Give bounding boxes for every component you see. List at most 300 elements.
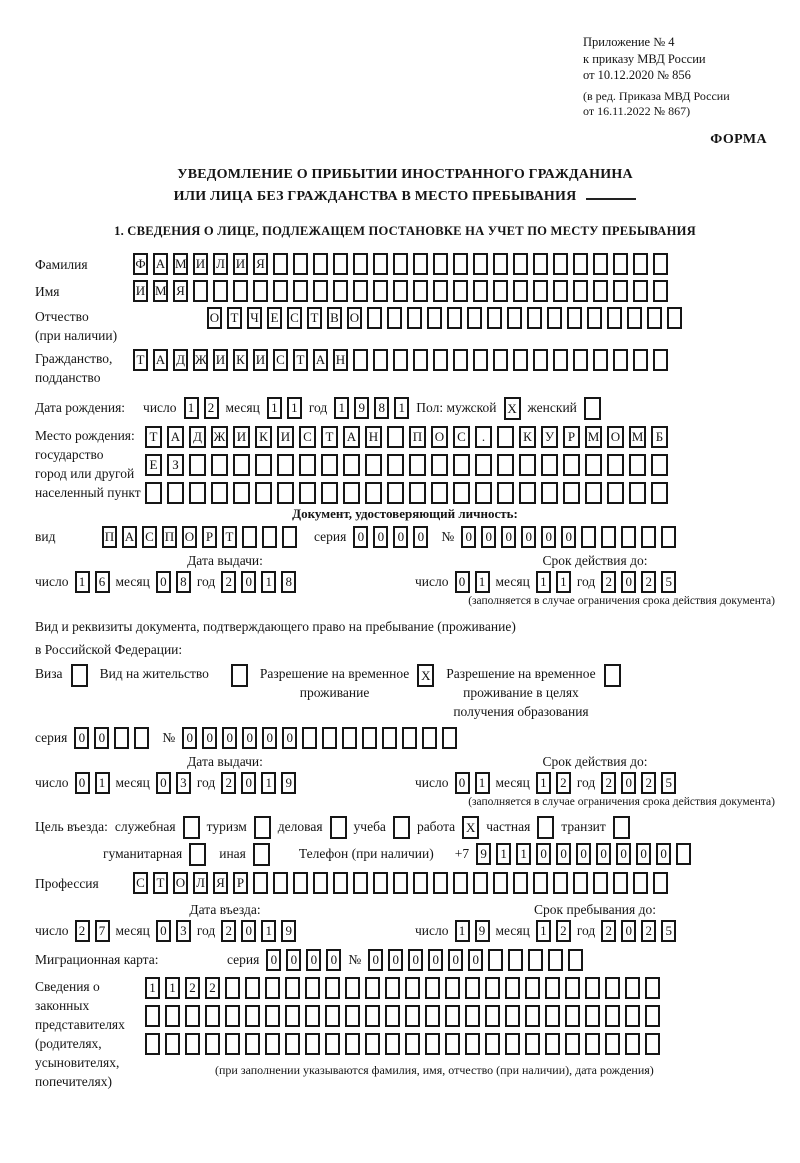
char-cell[interactable] [567,307,582,329]
char-cell[interactable] [605,1033,620,1055]
char-cell[interactable] [433,872,448,894]
char-cell[interactable] [305,977,320,999]
char-cell[interactable]: 0 [621,920,636,942]
char-cell[interactable]: 2 [641,772,656,794]
char-cell[interactable]: 6 [95,571,110,593]
char-cell[interactable]: 1 [536,571,551,593]
char-cell[interactable] [385,1005,400,1027]
char-cell[interactable] [387,426,404,448]
char-cell[interactable]: 0 [455,571,470,593]
char-cell[interactable] [373,349,388,371]
char-cell[interactable] [593,349,608,371]
char-cell[interactable] [453,253,468,275]
char-cell[interactable] [605,1005,620,1027]
char-cell[interactable]: М [585,426,602,448]
char-cell[interactable] [385,1033,400,1055]
purpose-study-checkbox[interactable] [393,816,410,839]
char-cell[interactable] [433,280,448,302]
char-cell[interactable] [285,977,300,999]
char-cell[interactable] [225,977,240,999]
char-cell[interactable]: А [122,526,137,548]
char-cell[interactable] [273,253,288,275]
char-cell[interactable] [189,482,206,504]
char-cell[interactable]: Е [145,454,162,476]
purpose-private-checkbox[interactable] [537,816,554,839]
char-cell[interactable] [548,949,563,971]
char-cell[interactable]: 0 [222,727,237,749]
char-cell[interactable]: Ж [193,349,208,371]
char-cell[interactable]: П [102,526,117,548]
char-cell[interactable]: Ч [247,307,262,329]
char-cell[interactable] [365,454,382,476]
char-cell[interactable]: 2 [601,920,616,942]
char-cell[interactable] [273,872,288,894]
char-cell[interactable] [605,977,620,999]
char-cell[interactable] [273,280,288,302]
char-cell[interactable] [343,482,360,504]
char-cell[interactable]: 2 [641,571,656,593]
char-cell[interactable] [653,349,668,371]
char-cell[interactable] [413,253,428,275]
char-cell[interactable] [565,1033,580,1055]
char-cell[interactable]: И [213,349,228,371]
char-cell[interactable]: С [453,426,470,448]
char-cell[interactable] [253,872,268,894]
char-cell[interactable] [145,1005,160,1027]
char-cell[interactable]: А [343,426,360,448]
char-cell[interactable]: 0 [468,949,483,971]
char-cell[interactable] [333,872,348,894]
char-cell[interactable] [353,253,368,275]
char-cell[interactable] [213,280,228,302]
char-cell[interactable]: 0 [541,526,556,548]
char-cell[interactable] [621,526,636,548]
char-cell[interactable] [485,1005,500,1027]
char-cell[interactable]: 0 [156,920,171,942]
char-cell[interactable]: 0 [448,949,463,971]
char-cell[interactable]: Т [145,426,162,448]
purpose-business-checkbox[interactable] [330,816,347,839]
char-cell[interactable] [563,454,580,476]
char-cell[interactable] [573,349,588,371]
char-cell[interactable]: О [607,426,624,448]
char-cell[interactable]: 0 [636,843,651,865]
char-cell[interactable]: 9 [476,843,491,865]
char-cell[interactable] [373,253,388,275]
char-cell[interactable]: А [313,349,328,371]
char-cell[interactable] [413,349,428,371]
char-cell[interactable] [345,1033,360,1055]
char-cell[interactable]: М [173,253,188,275]
char-cell[interactable] [445,1005,460,1027]
char-cell[interactable] [299,482,316,504]
char-cell[interactable] [277,454,294,476]
char-cell[interactable] [233,482,250,504]
char-cell[interactable]: З [167,454,184,476]
char-cell[interactable]: 1 [145,977,160,999]
char-cell[interactable] [587,307,602,329]
char-cell[interactable] [629,482,646,504]
char-cell[interactable] [285,1005,300,1027]
char-cell[interactable] [633,253,648,275]
char-cell[interactable]: 0 [368,949,383,971]
char-cell[interactable]: 0 [621,772,636,794]
char-cell[interactable] [193,280,208,302]
char-cell[interactable] [497,482,514,504]
char-cell[interactable] [633,349,648,371]
char-cell[interactable] [465,1033,480,1055]
char-cell[interactable]: С [287,307,302,329]
char-cell[interactable]: 7 [95,920,110,942]
char-cell[interactable] [585,482,602,504]
char-cell[interactable]: 2 [601,772,616,794]
char-cell[interactable] [601,526,616,548]
char-cell[interactable]: Т [222,526,237,548]
char-cell[interactable] [585,454,602,476]
char-cell[interactable] [445,977,460,999]
char-cell[interactable]: Н [365,426,382,448]
char-cell[interactable] [465,1005,480,1027]
char-cell[interactable]: 9 [281,772,296,794]
char-cell[interactable] [353,872,368,894]
char-cell[interactable] [442,727,457,749]
char-cell[interactable] [265,1033,280,1055]
char-cell[interactable] [305,1033,320,1055]
char-cell[interactable]: 8 [374,397,389,419]
char-cell[interactable]: 1 [267,397,282,419]
char-cell[interactable] [613,280,628,302]
char-cell[interactable]: 0 [388,949,403,971]
char-cell[interactable] [255,454,272,476]
char-cell[interactable] [393,253,408,275]
char-cell[interactable] [508,949,523,971]
char-cell[interactable]: 0 [241,920,256,942]
char-cell[interactable] [613,253,628,275]
char-cell[interactable]: П [409,426,426,448]
char-cell[interactable] [353,280,368,302]
char-cell[interactable] [387,482,404,504]
char-cell[interactable]: 0 [455,772,470,794]
char-cell[interactable] [387,307,402,329]
char-cell[interactable]: 2 [204,397,219,419]
char-cell[interactable] [547,307,562,329]
char-cell[interactable]: Я [173,280,188,302]
char-cell[interactable]: 0 [556,843,571,865]
char-cell[interactable] [647,307,662,329]
char-cell[interactable] [513,872,528,894]
char-cell[interactable] [393,349,408,371]
char-cell[interactable] [322,727,337,749]
char-cell[interactable]: 5 [661,772,676,794]
char-cell[interactable]: 0 [481,526,496,548]
char-cell[interactable] [302,727,317,749]
char-cell[interactable] [485,977,500,999]
char-cell[interactable] [545,1005,560,1027]
char-cell[interactable] [493,349,508,371]
char-cell[interactable] [676,843,691,865]
char-cell[interactable] [342,727,357,749]
char-cell[interactable] [493,872,508,894]
char-cell[interactable] [382,727,397,749]
char-cell[interactable]: 0 [74,727,89,749]
char-cell[interactable]: 2 [221,772,236,794]
char-cell[interactable] [525,1005,540,1027]
char-cell[interactable] [265,1005,280,1027]
char-cell[interactable]: 8 [281,571,296,593]
char-cell[interactable] [541,454,558,476]
char-cell[interactable]: И [193,253,208,275]
char-cell[interactable] [533,280,548,302]
char-cell[interactable]: Т [321,426,338,448]
char-cell[interactable] [253,280,268,302]
char-cell[interactable] [167,482,184,504]
char-cell[interactable]: Н [333,349,348,371]
char-cell[interactable]: 0 [182,727,197,749]
char-cell[interactable] [313,253,328,275]
char-cell[interactable] [225,1033,240,1055]
temp-residence-checkbox[interactable]: X [417,664,434,687]
char-cell[interactable] [293,872,308,894]
char-cell[interactable]: . [475,426,492,448]
char-cell[interactable] [233,280,248,302]
purpose-transit-checkbox[interactable] [613,816,630,839]
char-cell[interactable] [433,253,448,275]
char-cell[interactable] [313,280,328,302]
char-cell[interactable]: 0 [428,949,443,971]
char-cell[interactable] [625,1005,640,1027]
char-cell[interactable]: 9 [354,397,369,419]
purpose-other-checkbox[interactable] [253,843,270,866]
char-cell[interactable]: 1 [536,772,551,794]
char-cell[interactable]: В [327,307,342,329]
char-cell[interactable]: 3 [176,772,191,794]
char-cell[interactable] [528,949,543,971]
char-cell[interactable] [653,253,668,275]
char-cell[interactable]: 2 [556,920,571,942]
char-cell[interactable] [453,349,468,371]
char-cell[interactable]: С [273,349,288,371]
char-cell[interactable]: И [253,349,268,371]
char-cell[interactable] [425,1005,440,1027]
char-cell[interactable]: И [233,253,248,275]
char-cell[interactable] [565,977,580,999]
char-cell[interactable]: 1 [334,397,349,419]
char-cell[interactable] [553,253,568,275]
char-cell[interactable] [265,977,280,999]
char-cell[interactable] [473,349,488,371]
char-cell[interactable] [321,482,338,504]
char-cell[interactable] [453,482,470,504]
char-cell[interactable] [585,1033,600,1055]
char-cell[interactable] [189,454,206,476]
char-cell[interactable]: 0 [241,571,256,593]
char-cell[interactable]: К [519,426,536,448]
char-cell[interactable] [145,482,162,504]
char-cell[interactable] [505,1033,520,1055]
char-cell[interactable]: 2 [75,920,90,942]
char-cell[interactable]: 0 [408,949,423,971]
char-cell[interactable] [613,872,628,894]
char-cell[interactable] [365,1033,380,1055]
char-cell[interactable]: П [162,526,177,548]
char-cell[interactable]: 2 [205,977,220,999]
char-cell[interactable] [245,977,260,999]
char-cell[interactable]: 9 [475,920,490,942]
char-cell[interactable]: 0 [521,526,536,548]
char-cell[interactable] [545,977,560,999]
char-cell[interactable]: 1 [394,397,409,419]
char-cell[interactable] [613,349,628,371]
char-cell[interactable]: Т [227,307,242,329]
char-cell[interactable] [645,1033,660,1055]
char-cell[interactable] [593,872,608,894]
char-cell[interactable] [645,977,660,999]
char-cell[interactable]: 0 [262,727,277,749]
char-cell[interactable] [505,1005,520,1027]
char-cell[interactable] [447,307,462,329]
char-cell[interactable] [545,1033,560,1055]
char-cell[interactable] [641,526,656,548]
char-cell[interactable]: 0 [393,526,408,548]
char-cell[interactable] [245,1005,260,1027]
char-cell[interactable] [519,454,536,476]
char-cell[interactable] [553,872,568,894]
char-cell[interactable] [293,280,308,302]
char-cell[interactable] [425,977,440,999]
char-cell[interactable] [497,454,514,476]
char-cell[interactable] [282,526,297,548]
char-cell[interactable] [453,280,468,302]
char-cell[interactable]: 0 [75,772,90,794]
char-cell[interactable] [473,253,488,275]
char-cell[interactable] [365,482,382,504]
char-cell[interactable] [568,949,583,971]
char-cell[interactable]: 8 [176,571,191,593]
char-cell[interactable]: 2 [601,571,616,593]
char-cell[interactable]: 1 [516,843,531,865]
char-cell[interactable] [225,1005,240,1027]
char-cell[interactable] [585,1005,600,1027]
char-cell[interactable] [651,454,668,476]
char-cell[interactable] [165,1005,180,1027]
char-cell[interactable] [165,1033,180,1055]
char-cell[interactable] [333,280,348,302]
char-cell[interactable]: К [233,349,248,371]
char-cell[interactable] [553,349,568,371]
char-cell[interactable]: Р [202,526,217,548]
char-cell[interactable]: С [133,872,148,894]
char-cell[interactable] [661,526,676,548]
female-checkbox[interactable] [584,397,601,420]
char-cell[interactable] [409,482,426,504]
char-cell[interactable]: 0 [94,727,109,749]
char-cell[interactable]: О [182,526,197,548]
char-cell[interactable]: К [255,426,272,448]
residence-permit-checkbox[interactable] [231,664,248,687]
char-cell[interactable] [645,1005,660,1027]
char-cell[interactable]: 0 [282,727,297,749]
char-cell[interactable] [541,482,558,504]
char-cell[interactable]: С [299,426,316,448]
char-cell[interactable]: Р [563,426,580,448]
char-cell[interactable] [573,872,588,894]
char-cell[interactable] [405,1033,420,1055]
char-cell[interactable] [581,526,596,548]
char-cell[interactable] [407,307,422,329]
char-cell[interactable]: 0 [621,571,636,593]
char-cell[interactable]: 5 [661,571,676,593]
char-cell[interactable] [473,280,488,302]
char-cell[interactable] [625,977,640,999]
purpose-official-checkbox[interactable] [183,816,200,839]
char-cell[interactable] [563,482,580,504]
char-cell[interactable]: И [277,426,294,448]
char-cell[interactable] [365,977,380,999]
char-cell[interactable]: 0 [202,727,217,749]
char-cell[interactable] [211,454,228,476]
purpose-tourism-checkbox[interactable] [254,816,271,839]
char-cell[interactable]: 1 [455,920,470,942]
char-cell[interactable] [255,482,272,504]
char-cell[interactable] [413,280,428,302]
char-cell[interactable]: 0 [156,571,171,593]
char-cell[interactable] [365,1005,380,1027]
char-cell[interactable]: 0 [596,843,611,865]
char-cell[interactable]: Т [293,349,308,371]
char-cell[interactable]: 1 [95,772,110,794]
char-cell[interactable]: 2 [221,920,236,942]
char-cell[interactable]: 1 [165,977,180,999]
char-cell[interactable]: Т [133,349,148,371]
char-cell[interactable]: 9 [281,920,296,942]
char-cell[interactable] [245,1033,260,1055]
char-cell[interactable] [321,454,338,476]
char-cell[interactable] [525,977,540,999]
char-cell[interactable] [667,307,682,329]
char-cell[interactable] [242,526,257,548]
char-cell[interactable]: Д [189,426,206,448]
char-cell[interactable] [465,977,480,999]
char-cell[interactable]: 2 [221,571,236,593]
char-cell[interactable] [513,253,528,275]
char-cell[interactable] [473,872,488,894]
char-cell[interactable] [413,872,428,894]
char-cell[interactable]: 1 [536,920,551,942]
char-cell[interactable] [367,307,382,329]
char-cell[interactable] [325,1005,340,1027]
char-cell[interactable] [205,1005,220,1027]
char-cell[interactable] [277,482,294,504]
char-cell[interactable] [205,1033,220,1055]
char-cell[interactable] [393,872,408,894]
char-cell[interactable] [185,1033,200,1055]
char-cell[interactable] [431,454,448,476]
char-cell[interactable]: 0 [156,772,171,794]
char-cell[interactable] [114,727,129,749]
char-cell[interactable]: Д [173,349,188,371]
char-cell[interactable] [485,1033,500,1055]
char-cell[interactable]: О [431,426,448,448]
char-cell[interactable] [262,526,277,548]
char-cell[interactable]: 2 [641,920,656,942]
char-cell[interactable] [475,454,492,476]
char-cell[interactable] [345,977,360,999]
char-cell[interactable] [233,454,250,476]
char-cell[interactable]: Т [307,307,322,329]
char-cell[interactable]: 1 [261,772,276,794]
char-cell[interactable]: 0 [656,843,671,865]
char-cell[interactable]: И [133,280,148,302]
